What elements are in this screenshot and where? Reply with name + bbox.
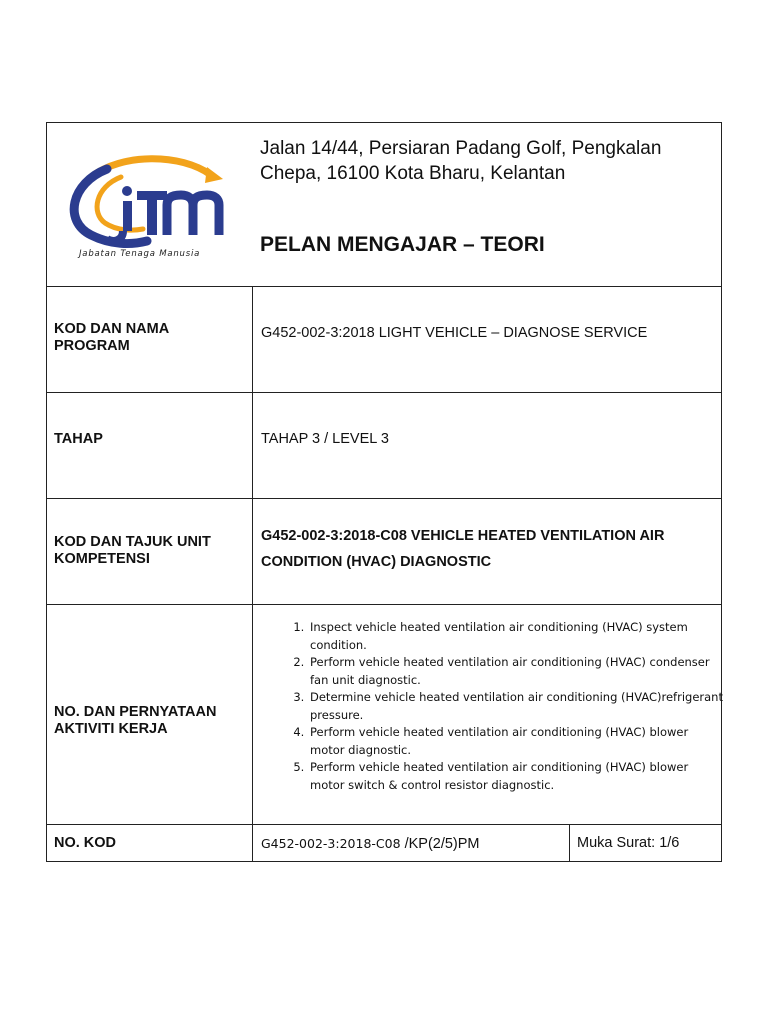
label-level: TAHAP [54,431,103,447]
activity-item-1: 1. Inspect vehicle heated ventilation air conditioning (HVAC) system condition. [308,619,723,654]
row-level [47,392,721,498]
jtm-logo [61,143,231,263]
activity-item-3: 3. Determine vehicle heated ventilation air conditioning (HVAC)refrigerant pressure. [308,689,723,724]
row-program [47,286,721,392]
row-code [47,824,721,861]
activity-list [261,619,723,794]
page-title: PELAN MENGAJAR – TEORI [260,233,545,256]
value-code [261,835,480,853]
label-code: NO. KOD [54,835,117,851]
document-form [46,122,722,862]
row-activities [47,604,721,824]
row-unit [47,498,721,604]
value-unit: G452-002-3:2018-C08 VEHICLE HEATED VENTILATION AIR CONDITION (HVAC) DIAGNOSTIC [261,528,665,570]
activity-item-2: 2. Perform vehicle heated ventilation air conditioning (HVAC) condenser fan unit diagnostic. [308,654,723,689]
label-activities: NO. DAN PERNYATAAN AKTIVITI KERJA [54,704,217,737]
label-program: KOD DAN NAMA PROGRAM [54,321,169,354]
code-suffix: /KP(2/5)PM [400,836,480,852]
label-unit: KOD DAN TAJUK UNIT KOMPETENSI [54,534,211,567]
logo-caption: Jabatan Tenaga Manusia [79,249,201,259]
code-number: G452-002-3:2018-C08 [261,836,401,851]
value-level: TAHAP 3 / LEVEL 3 [261,431,389,447]
value-program: G452-002-3:2018 LIGHT VEHICLE – DIAGNOSE SERVICE [261,325,648,341]
address: Jalan 14/44, Persiaran Padang Golf, Pengkalan Chepa, 16100 Kota Bharu, Kelantan [260,138,662,184]
activity-item-4: 4. Perform vehicle heated ventilation air conditioning (HVAC) blower motor diagnostic. [308,724,723,759]
activity-item-5: 5. Perform vehicle heated ventilation air conditioning (HVAC) blower motor switch & control resistor diagnostic. [308,759,723,794]
page-number: Muka Surat: 1/6 [577,835,680,851]
